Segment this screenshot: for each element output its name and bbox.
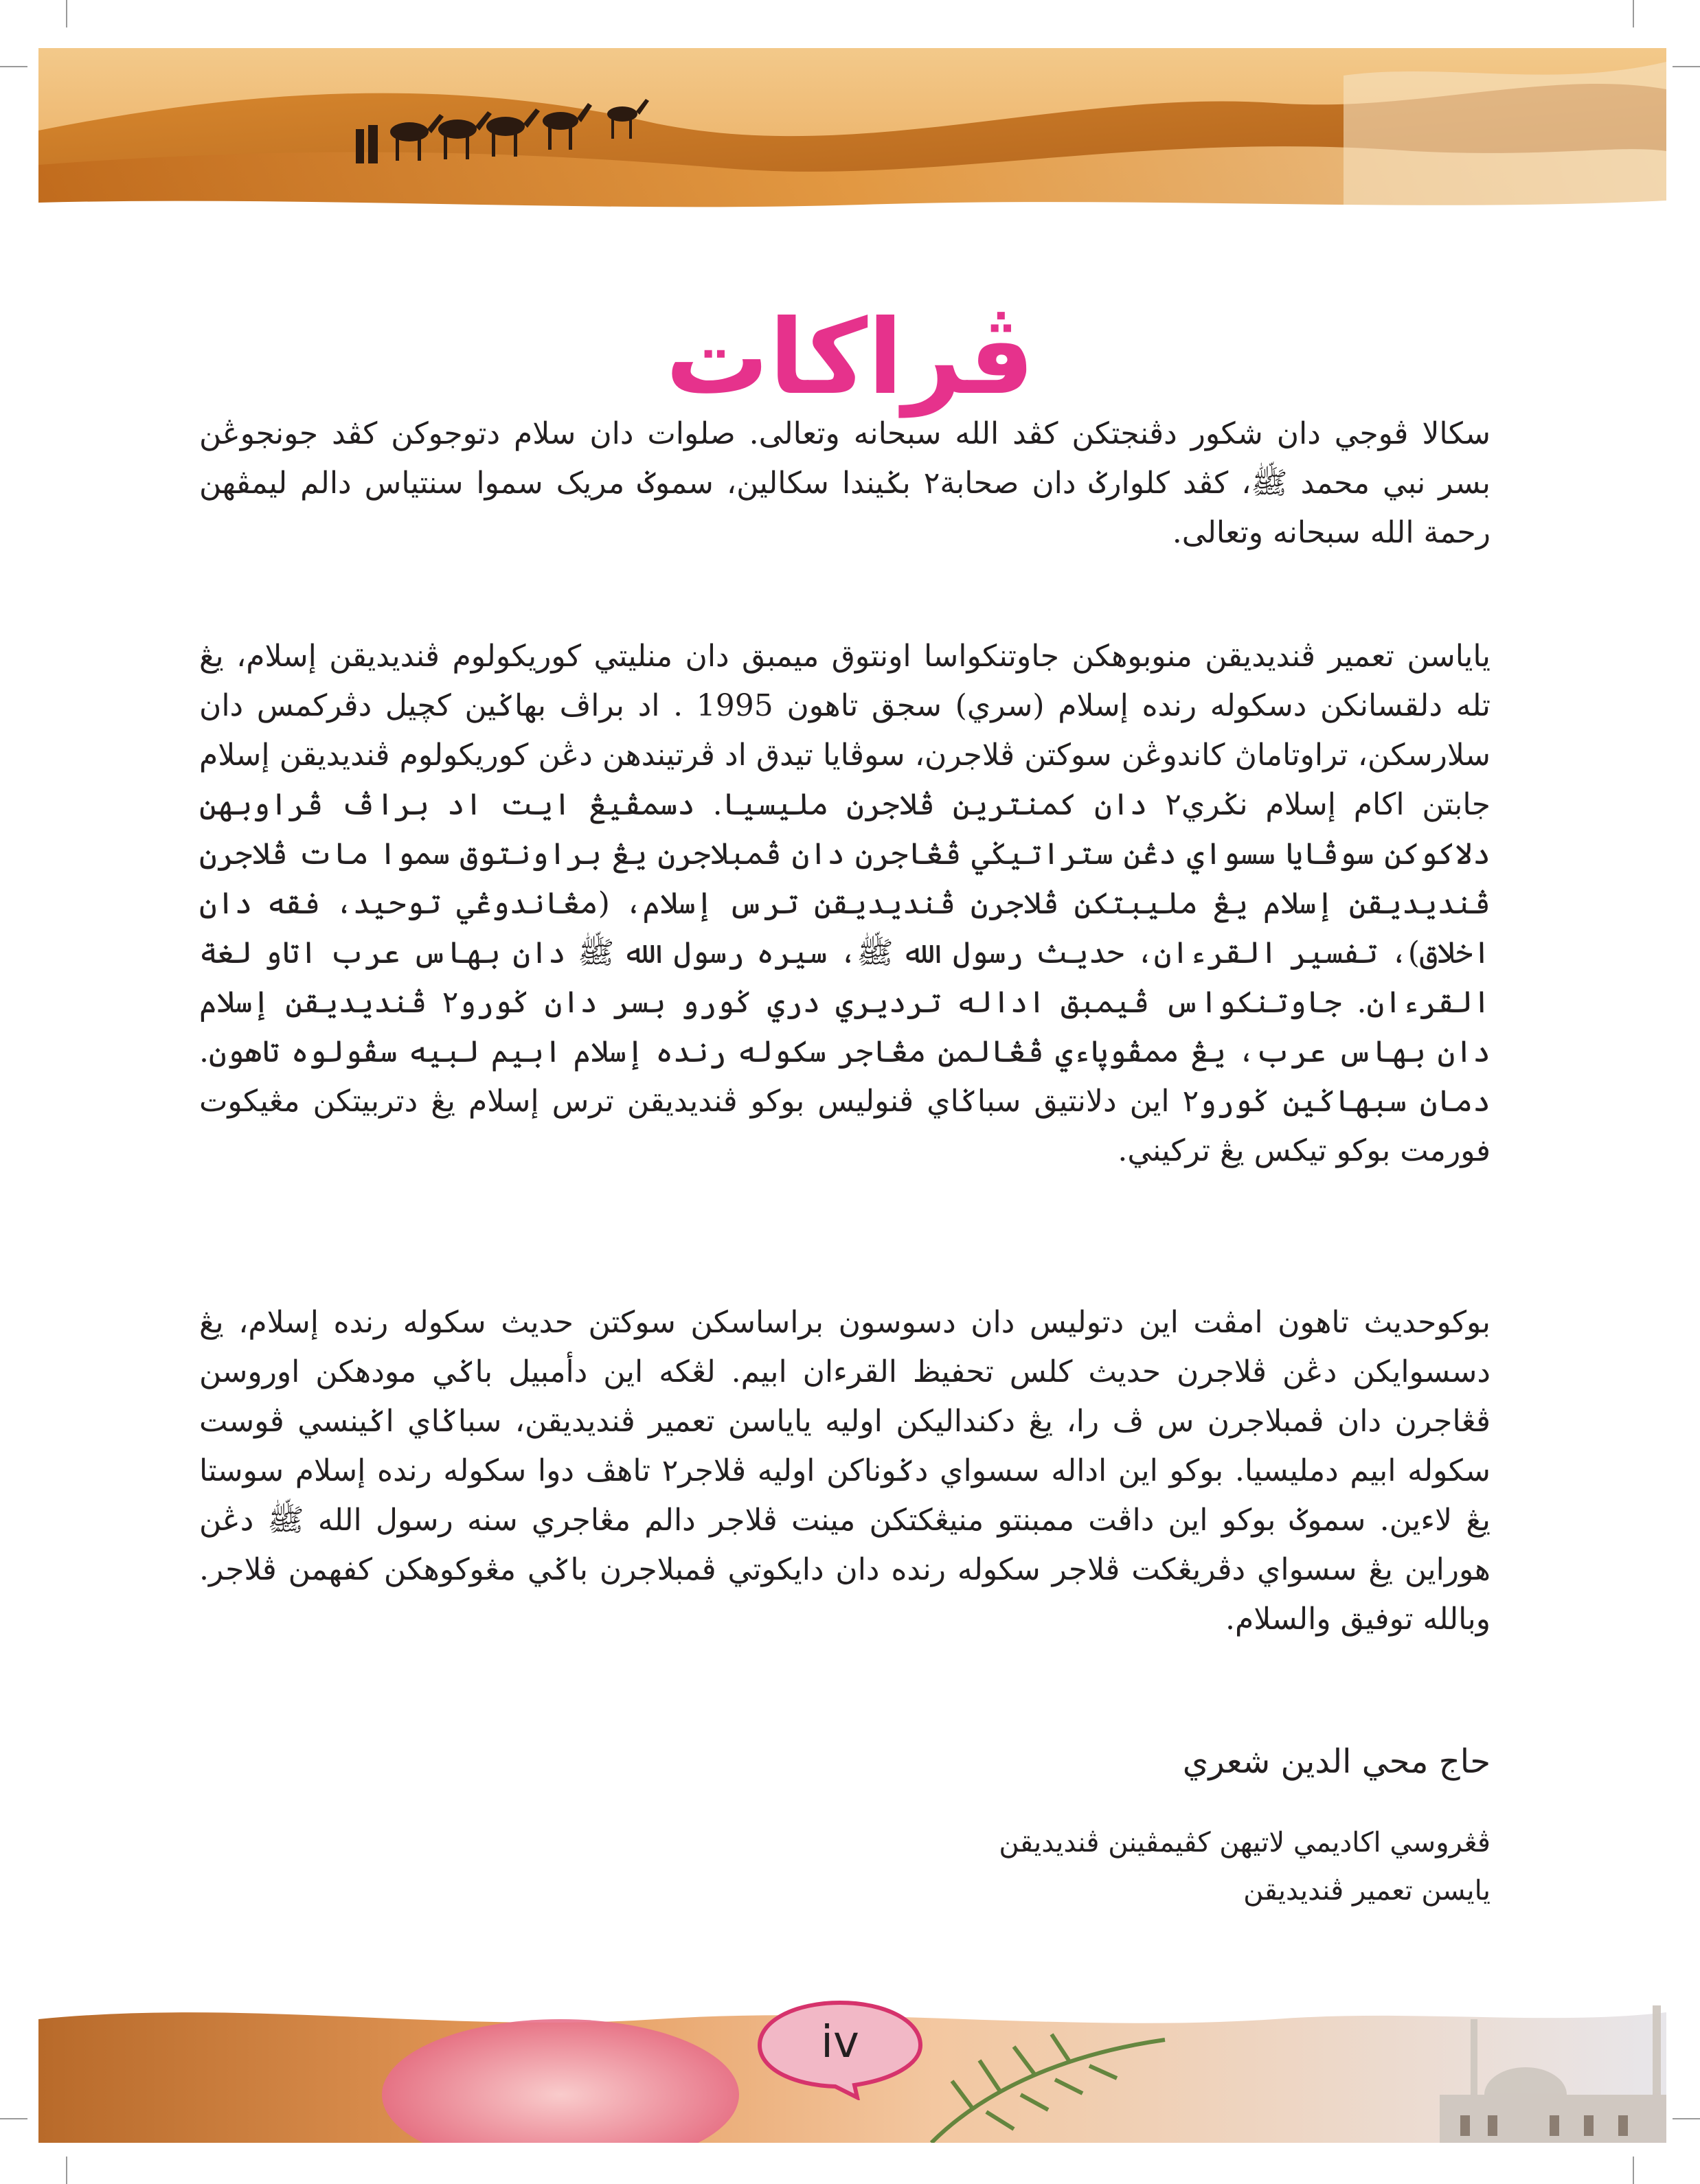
signature-title-1: ڤڠروسي اکاديمي لاتيهن کڤيمڤينن ڤنديديقن [999, 1827, 1491, 1858]
page-number: iv [821, 2017, 859, 2068]
crop-mark-tr-v [1633, 0, 1634, 27]
crop-mark-tl-h [0, 66, 27, 67]
crop-mark-tl-v [66, 0, 67, 27]
paragraph-intro: سکالا ڤوجي دان شکور دڤنجتکن کڤد الله سبحانه وتعالى. صلوات دان سلام دتوجوکن کڤد جونجوڠن بسر نبي محمد ﷺ، کڤد کلوارݢ دان صحابة٢ بݢيندا سکالين، سموݢ مريک سموا سنتياس دالم ليمڤهن رحمة الله سبحانه وتعالى. [199, 416, 1491, 550]
paragraph-committee: ياياسن تعمير ڤنديديقن منوبوهکن جاوتنکواسا اونتوق ميمبق دان منليتي کوريکولوم ڤنديديقن إسلام، يڠ تله دلقسانکن دسکوله رنده إسلام (سري) سجق تاهون 1995 . اد براڤ بهاݢين کچيل دڤرکمس دان سلارسکن، تراوتاماڽ کاندوڠن سوکتن ڤلاجرن، سوڤايا تيدق اد ڤرتيندهن دڠن کوريکولوم ڤنديديقن إسلام جابتن اکام إسلام نݢري٢ دان کمنترين ڤلاجرن مليسيا. دسمڤيڠ ايت اد براڤ ڤراوبهن دلاکوکن سوڤايا سسواي دڠن ستراتيݢي ڤڠاجرن دان ڤمبلاجرن يڠ براونتوق سموا مات ڤلاجرن ڤنديديقن إسلام يڠ مليبتکن ڤلاجرن ڤنديديقن ترس إسلام، (مڠاندوڠي توحيد، فقه دان اخلاق)، تفسير القرءان، حديث رسول الله ﷺ، سيره رسول الله ﷺ دان بهاس عرب اتاو لغة القرءان. جاوتنکواس ڤيمبق اداله ترديري دري ݢورو بسر دان ݢورو٢ ڤنديديقن إسلام دان بهاس عرب، يڠ ممڤوڽاءي ڤڠالمن مڠاجر سکوله رنده إسلام ابيم لبيه سڤولوه تاهون. دمان سبهاݢين ݢورو٢ اين دلانتيق سباݢاي ڤنوليس بوکو ڤنديديقن ترس إسلام يڠ دتربيتکن مڠيکوت فورمت بوکو تيکس يڠ ترکيني. [199, 639, 1491, 1168]
paragraph-book: بوکوحديث تاهون امڤت اين دتوليس دان دسوسون براساسکن سوکتن حديث سکوله رنده إسلام، يڠ دسسوايکن دڠن ڤلاجرن حديث کلس تحفيظ القرءان ابيم. لڠکه اين دأمبيل باݢي مودهکن اوروسن ڤڠاجرن دان ڤمبلاجرن س ڤ را، يڠ دکنداليکن اوليه ياياسن تعمير ڤنديديقن، سباݢاي اݢينسي ڤوست سکوله ابيم دمليسيا. بوکو اين اداله سسواي دݢوناکن اوليه ڤلاجر٢ تاهڤ دوا سکوله رنده إسلام سوستا يڠ لاءين. سموݢ بوکو اين داڤت ممبنتو منيڠکتکن مينت ڤلاجر دالم مڠاجري سنه رسول الله ﷺ دڠن هوراين يڠ سسواي دڤريڠکت ڤلاجر سکوله رنده دان دايکوتي ڤمبلاجرن باݢي مڠوکوهکن کفهمن ڤلاجر. وبالله توفيق والسلام. [199, 1305, 1491, 1637]
crop-mark-tr-h [1673, 66, 1700, 67]
crop-mark-br-h [1673, 2118, 1700, 2119]
crop-mark-bl-v [66, 2157, 67, 2184]
crop-mark-br-v [1633, 2157, 1634, 2184]
crop-mark-bl-h [0, 2118, 27, 2119]
desert-camel-caravan-banner [38, 48, 1666, 220]
page-title: ڤراكات [665, 297, 1035, 418]
signature-name: حاج محي الدين شعري [1182, 1742, 1491, 1781]
signature-title-2: يايسن تعمير ڤنديديقن [1243, 1875, 1491, 1907]
